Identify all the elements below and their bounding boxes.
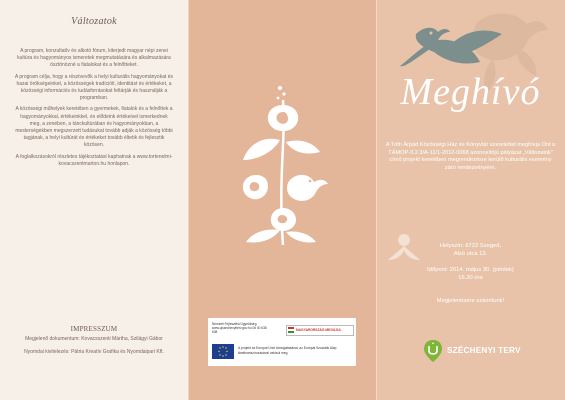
- middle-panel: [188, 0, 376, 400]
- szechenyi-terv-logo: [424, 340, 544, 362]
- date-line: 16.30 óra: [458, 275, 483, 281]
- location-line: Alsó utca 13.: [453, 251, 488, 257]
- left-paragraph: A közösségi műhelyek keretében a gyermekek, fiatalok és a felnőttek a hagyományokkal, értékeinkkel, és elődeink értékeivel ismerkednek meg, a zenében, a tánckultúrában és hagyományokban, a mesterségekben megszerzett tudásukat tovább adják a közösség többi tagjának, a helyi kultúrát és értékeket tovább éltetik és fejlesztik közösen.: [15, 106, 173, 149]
- nfu-logo-text: Nemzeti Fejlesztési Ügynökség www.ujszechenyiterv.gov.hu 06 40 638 638: [212, 322, 267, 334]
- left-panel: [0, 0, 188, 400]
- hungary-renews-badge: [286, 325, 354, 336]
- szechenyi-terv-pin-icon: [424, 340, 442, 362]
- imprint-line: Nyomdai kivitelezés: Pátria Kreatív Grafika és Nyomdaipari Kft.: [24, 349, 164, 355]
- folk-flower-ornament-icon: [228, 80, 338, 250]
- badge-text: MAGYARORSZÁG MEGÚJUL: [296, 328, 342, 332]
- imprint-line: Megjelenő dokumentum: Kovacsszenti Mártha, Szilágyi Gábor: [25, 336, 163, 342]
- location-line: Helyszín: 6722 Szeged,: [439, 243, 502, 249]
- sponsor-logos: [208, 318, 356, 366]
- event-location: [384, 242, 557, 258]
- szechenyi-terv-text: SZÉCHENYI TERV: [447, 346, 521, 355]
- event-date: [384, 266, 557, 282]
- right-panel: [376, 0, 565, 400]
- fold-line: [188, 0, 189, 400]
- page-title: Meghívó: [400, 71, 541, 113]
- left-paragraph: A program célja, hogy a résztvevők a helyi kulturális hagyományokat és hazai örökségeinket, a közösségek tradícióit, identitást és értékeket, a közösségi információs és tudásforrásokat feltárják és használják a programban.: [14, 73, 174, 102]
- imprint-text: [10, 336, 178, 362]
- imprint-title: IMPRESSZUM: [70, 325, 118, 333]
- fold-line: [376, 0, 377, 400]
- left-body-text: [14, 48, 174, 172]
- left-paragraph: A program, konzultatív és alkotó fórum, kiterjedt magyar népi zenei kultúra és hagyományos ismeretek megmutatására és alkalmazására ösztönözné a fiatalokat és a felnőtteket.: [17, 48, 171, 69]
- left-title: Változatok: [71, 16, 117, 27]
- eu-flag-icon: [212, 344, 234, 359]
- eu-support-text: A projekt az Európai Unió támogatásával, az Európai Szociális Alap társfinanszírozásával valósul meg.: [238, 346, 337, 355]
- welcome-text: Megjelenésére számítunk!: [436, 298, 505, 304]
- hungarian-flag-icon: [288, 327, 294, 333]
- date-line: Időpont: 2014. május 30. (péntek): [427, 267, 514, 273]
- left-paragraph: A foglalkozásokról részletes tájékoztatást kaphatnak a www.tortenelmi-kovacszentmarton.hu honlapon.: [15, 153, 173, 167]
- invitation-text: A Tóth Árpád Közösségi Ház és Könyvtár szeretettel meghívja Önt a TÁMOP-3.2.3/A-11/1-2012-0068 azonosítójú pályázat „Változatok” című projekt keretében megrendezésre kerülő kulturális esemény záró rendezvényére.: [385, 142, 556, 171]
